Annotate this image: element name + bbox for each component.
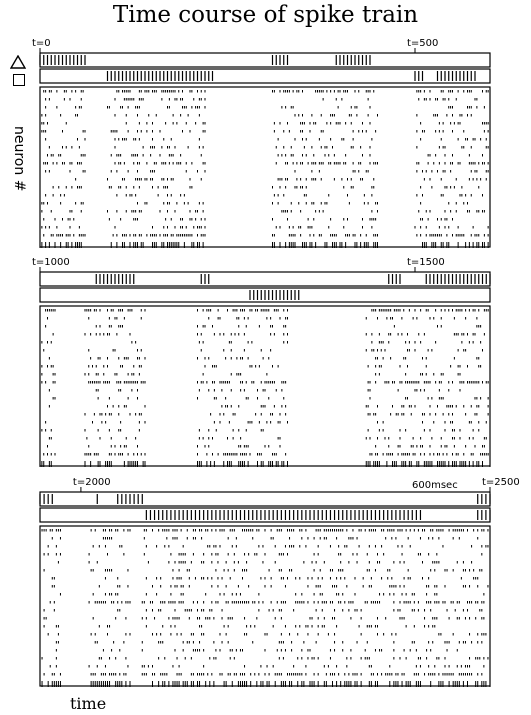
time-tick-label: t=500: [407, 38, 439, 49]
time-tick-label: t=0: [32, 38, 51, 49]
time-tick-label: t=2500: [482, 477, 520, 488]
raster-panel-frame: [40, 87, 490, 247]
raster-panel-frame: [40, 526, 490, 686]
duration-label: 600msec: [412, 480, 458, 491]
time-tick-label: t=1000: [32, 257, 70, 268]
y-axis-label: neuron #: [11, 126, 27, 192]
time-tick-label: t=2000: [72, 477, 111, 488]
x-axis-label: time: [70, 694, 107, 713]
triangle-stimulus-track: [40, 53, 490, 67]
chart-title: Time course of spike train: [112, 2, 419, 28]
raster-panel-frame: [40, 306, 490, 466]
time-tick-label: t=1500: [407, 257, 445, 268]
triangle-stimulus-track: [40, 492, 490, 506]
